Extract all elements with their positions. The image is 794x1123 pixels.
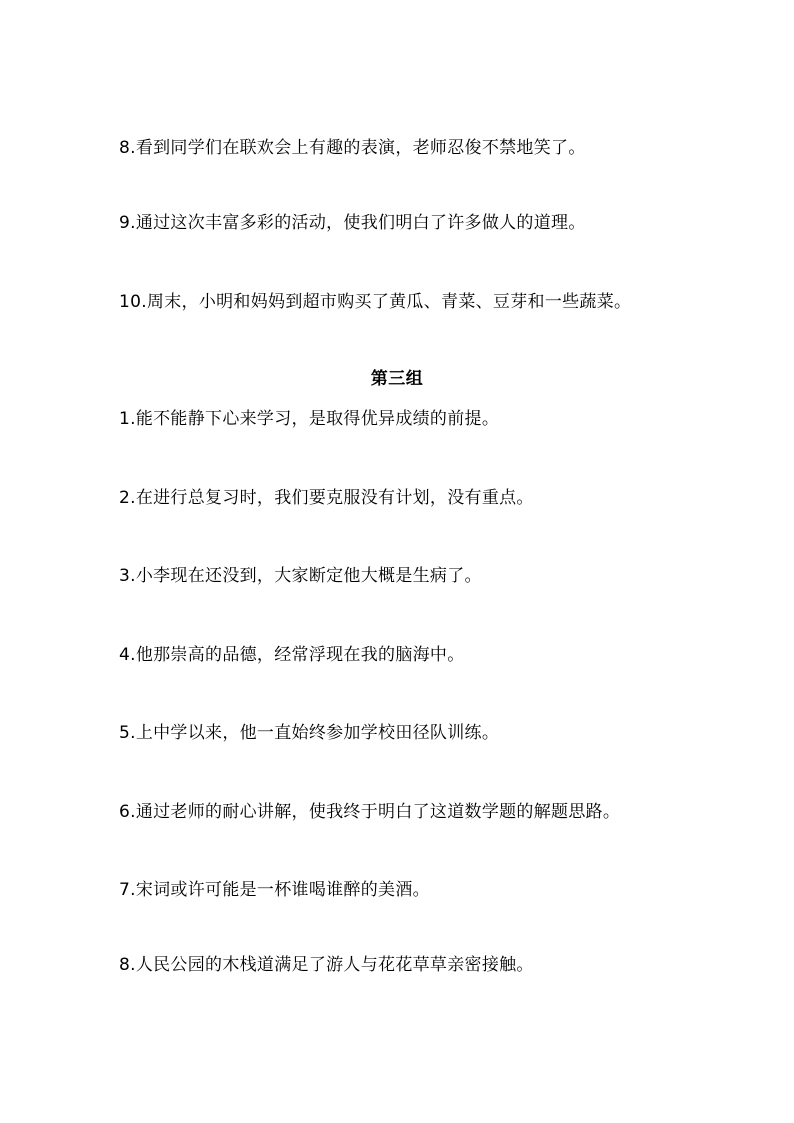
sentence-item: 10.周末，小明和妈妈到超市购买了黄瓜、青菜、豆芽和一些蔬菜。 <box>119 292 632 312</box>
sentence-item: 9.通过这次丰富多彩的活动，使我们明白了许多做人的道理。 <box>119 213 586 233</box>
sentence-item: 6.通过老师的耐心讲解，使我终于明白了这道数学题的解题思路。 <box>119 802 621 822</box>
sentence-item: 5.上中学以来，他一直始终参加学校田径队训练。 <box>119 723 500 743</box>
sentence-item: 8.人民公园的木栈道满足了游人与花花草草亲密接触。 <box>119 955 534 975</box>
sentence-item: 8.看到同学们在联欢会上有趣的表演，老师忍俊不禁地笑了。 <box>119 138 586 158</box>
sentence-item: 3.小李现在还没到，大家断定他大概是生病了。 <box>119 566 482 586</box>
section-heading: 第三组 <box>370 369 424 389</box>
sentence-item: 7.宋词或许可能是一杯谁喝谁醉的美酒。 <box>119 880 430 900</box>
sentence-item: 4.他那崇高的品德，经常浮现在我的脑海中。 <box>119 645 465 665</box>
sentence-item: 2.在进行总复习时，我们要克服没有计划，没有重点。 <box>119 488 534 508</box>
sentence-item: 1.能不能静下心来学习，是取得优异成绩的前提。 <box>119 409 500 429</box>
